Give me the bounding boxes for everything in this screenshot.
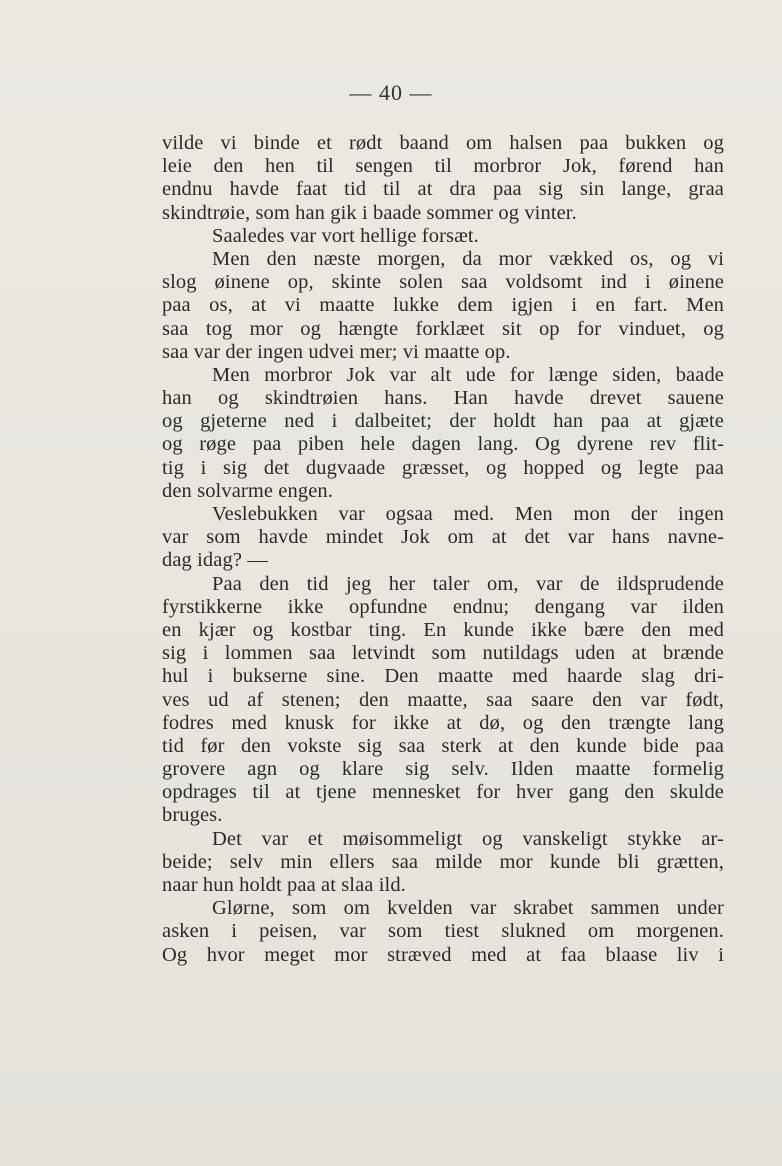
text-line: grovere agn og klare sig selv. Ilden maatte formelig (162, 758, 724, 781)
text-line: og gjeterne ned i dalbeitet; der holdt han paa at gjæte (162, 410, 724, 433)
text-line: skindtrøie, som han gik i baade sommer og vinter. (162, 201, 577, 224)
body-text (162, 132, 724, 967)
text-line: vilde vi binde et rødt baand om halsen paa bukken og (162, 132, 724, 154)
text-line: og røge paa piben hele dagen lang. Og dyrene rev flit- (162, 433, 724, 456)
text-line: Men morbror Jok var alt ude for længe siden, baade (212, 363, 724, 386)
text-line: han og skindtrøien hans. Han havde drevet sauene (162, 387, 724, 410)
text-line: leie den hen til sengen til morbror Jok, førend han (162, 155, 724, 178)
text-line: fodres med knusk for ikke at dø, og den trængte lang (162, 711, 724, 734)
text-line: Og hvor meget mor stræved med at faa blaase liv i (162, 943, 724, 966)
text-line: saa tog mor og hængte forklæet sit op for vinduet, og (162, 317, 724, 340)
text-line: den solvarme engen. (162, 479, 333, 502)
text-line: fyrstikkerne ikke opfundne endnu; dengang var ilden (162, 595, 724, 618)
text-line: sig i lommen saa letvindt som nutildags uden at brænde (162, 642, 724, 665)
text-line: var som havde mindet Jok om at det var hans navne- (162, 526, 724, 549)
page-number: — 40 — (349, 80, 433, 105)
text-line: saa var der ingen udvei mer; vi maatte op. (162, 340, 511, 363)
text-line: Det var et møisommeligt og vanskeligt stykke ar- (212, 827, 724, 850)
text-line: en kjær og kostbar ting. En kunde ikke bære den med (162, 618, 724, 641)
text-line: ves ud af stenen; den maatte, saa saare den var født, (162, 688, 724, 711)
text-line: hul i bukserne sine. Den maatte med haarde slag dri- (162, 665, 724, 688)
text-line: dag idag? — (162, 549, 268, 572)
text-line: tid før den vokste sig saa sterk at den kunde bide paa (162, 734, 724, 757)
text-line: Glørne, som om kvelden var skrabet sammen under (212, 897, 724, 920)
text-line: slog øinene op, skinte solen saa voldsomt ind i øinene (162, 271, 724, 294)
text-line: beide; selv min ellers saa milde mor kunde bli grætten, (162, 850, 724, 873)
text-line: paa os, at vi maatte lukke dem igjen i en fart. Men (162, 294, 724, 317)
text-line: Veslebukken var ogsaa med. Men mon der ingen (212, 503, 724, 525)
text-line: opdrages til at tjene mennesket for hver gang den skulde (162, 781, 724, 804)
text-line: Saaledes var vort hellige forsæt. (212, 224, 479, 247)
text-line: asken i peisen, var som tiest slukned om morgenen. (162, 920, 724, 943)
text-line: endnu havde faat tid til at dra paa sig sin lange, graa (162, 178, 724, 201)
text-line: naar hun holdt paa at slaa ild. (162, 874, 406, 896)
text-line: bruges. (162, 804, 223, 827)
text-line: Paa den tid jeg her taler om, var de ildsprudende (212, 572, 724, 595)
text-line: Men den næste morgen, da mor vækked os, og vi (212, 247, 724, 270)
text-line: tig i sig det dugvaade græsset, og hopped og legte paa (162, 456, 724, 479)
